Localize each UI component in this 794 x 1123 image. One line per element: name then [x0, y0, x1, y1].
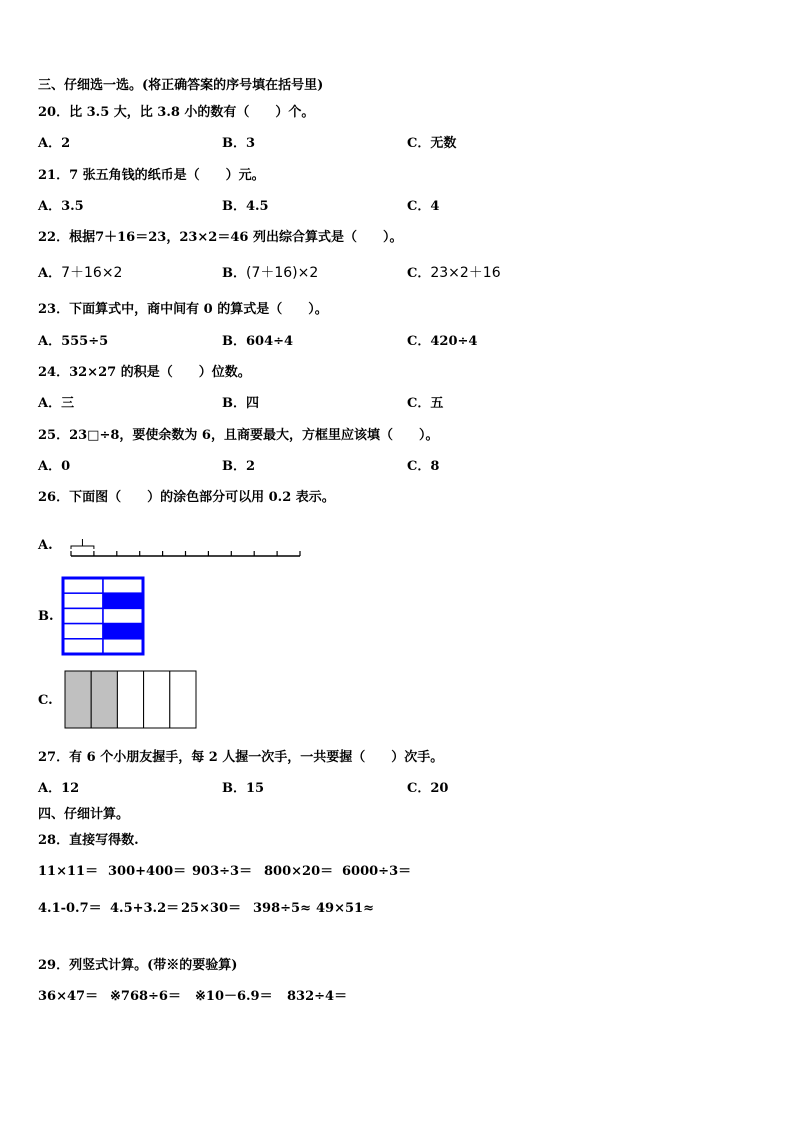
q24-option-c: C．五 [407, 396, 444, 411]
strip-part-shaded [91, 671, 117, 728]
grid-cell [63, 593, 103, 608]
q21-option-c: C．4 [407, 199, 440, 214]
grid-cell [103, 639, 143, 654]
grid-cell-shaded [103, 624, 143, 639]
q28-calc-10: 49×51≈ [316, 901, 374, 916]
q20-option-a: A．2 [38, 136, 71, 151]
q28-calc-3: 903÷3＝ [192, 864, 253, 879]
q27-option-b: B．15 [222, 781, 265, 796]
q23-option-b: B．604÷4 [222, 334, 294, 349]
q20-option-c: C．无数 [407, 136, 457, 151]
q28-calc-1: 11×11＝ [38, 864, 99, 879]
q27-option-c: C．20 [407, 781, 449, 796]
q22-option-b-expr: (7＋16)×2 [246, 265, 319, 281]
q22-option-a [38, 265, 122, 282]
section-4-title: 四、仔细计算。 [38, 807, 130, 822]
strip-part-shaded [65, 671, 91, 728]
question-26: 26．下面图（ ）的涂色部分可以用 0.2 表示。 [38, 490, 335, 505]
q22-option-c-label: C． [407, 266, 431, 281]
q29-calc-3: ※10－6.9＝ [195, 989, 273, 1004]
grid-cell-shaded [103, 593, 143, 608]
number-line-figure [66, 534, 306, 560]
q22-option-c [407, 265, 501, 282]
q26-figure-a-label: A. [38, 538, 53, 553]
question-22: 22．根据7＋16＝23，23×2＝46 列出综合算式是（ ）。 [38, 230, 403, 245]
q28-calc-7: 4.5+3.2＝ [110, 901, 180, 916]
grid-cell [63, 639, 103, 654]
question-20: 20．比 3.5 大，比 3.8 小的数有（ ）个。 [38, 105, 315, 120]
q25-option-b: B．2 [222, 459, 256, 474]
strip-part [170, 671, 196, 728]
strip-part [117, 671, 143, 728]
grid-cell [63, 608, 103, 623]
strip-figure [64, 670, 198, 730]
question-29: 29．列竖式计算。(带※的要验算) [38, 958, 238, 973]
q29-calc-4: 832÷4＝ [287, 989, 348, 1004]
grid-cell [63, 578, 103, 593]
q28-calc-8: 25×30＝ [181, 901, 242, 916]
q28-calc-5: 6000÷3＝ [342, 864, 412, 879]
q28-calc-6: 4.1-0.7＝ [38, 901, 102, 916]
q26-figure-b-label: B. [38, 609, 54, 624]
q28-calc-4: 800×20＝ [264, 864, 334, 879]
q27-option-a: A．12 [38, 781, 80, 796]
grid-figure [61, 576, 145, 656]
q29-calc-2: ※768÷6＝ [110, 989, 181, 1004]
q22-option-a-expr: 7＋16×2 [61, 265, 123, 281]
q23-option-a: A．555÷5 [38, 334, 109, 349]
q21-option-a: A．3.5 [38, 199, 84, 214]
number-line-brace [71, 539, 94, 549]
question-27: 27．有 6 个小朋友握手，每 2 人握一次手，一共要握（ ）次手。 [38, 750, 444, 765]
question-28: 28．直接写得数. [38, 833, 139, 848]
q28-calc-9: 398÷5≈ [253, 901, 311, 916]
q20-option-b: B．3 [222, 136, 256, 151]
q24-option-a: A．三 [38, 396, 75, 411]
grid-cell [103, 578, 143, 593]
grid-cell [103, 608, 143, 623]
q25-option-a: A．0 [38, 459, 71, 474]
question-23: 23．下面算式中，商中间有 0 的算式是（ ）。 [38, 302, 328, 317]
q22-option-b [222, 265, 318, 282]
question-24: 24．32×27 的积是（ ）位数。 [38, 365, 251, 380]
q22-option-a-label: A． [38, 266, 62, 281]
section-3-title: 三、仔细选一选。(将正确答案的序号填在括号里) [38, 78, 324, 93]
strip-part [144, 671, 170, 728]
q29-calc-1: 36×47＝ [38, 989, 99, 1004]
shaded-grid [63, 578, 143, 654]
q22-option-b-label: B． [222, 266, 246, 281]
q21-option-b: B．4.5 [222, 199, 269, 214]
q28-calc-2: 300+400＝ [108, 864, 187, 879]
q24-option-b: B．四 [222, 396, 259, 411]
q23-option-c: C．420÷4 [407, 334, 478, 349]
grid-cell [63, 624, 103, 639]
question-25: 25．23□÷8，要使余数为 6，且商要最大，方框里应该填（ ）。 [38, 428, 439, 443]
q26-figure-c-label: C. [38, 693, 53, 708]
q22-option-c-expr: 23×2＋16 [430, 265, 501, 281]
q25-option-c: C．8 [407, 459, 440, 474]
shaded-strip [65, 671, 196, 728]
question-21: 21．7 张五角钱的纸币是（ ）元。 [38, 168, 265, 183]
number-line [71, 539, 300, 556]
